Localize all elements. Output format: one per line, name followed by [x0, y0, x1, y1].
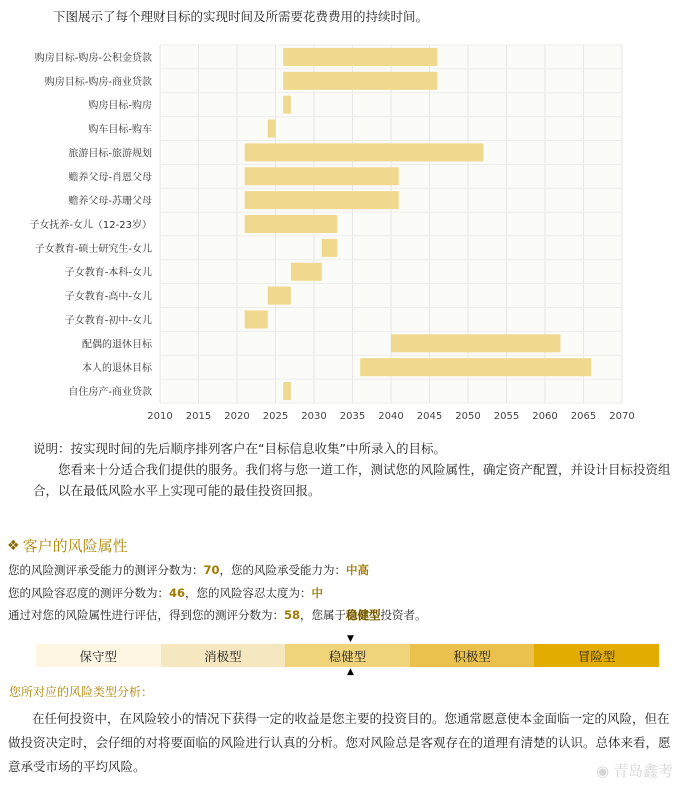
gantt-bar: [268, 287, 291, 305]
gantt-bar: [322, 239, 337, 257]
notes: [33, 438, 683, 501]
x-tick-label: 2025: [262, 411, 289, 422]
watermark-text: 青岛鑫考: [613, 762, 674, 780]
tolerance-score: 46: [169, 586, 186, 600]
x-tick-label: 2065: [570, 411, 597, 422]
ability-mid: ，您的风险承受能力为：: [219, 563, 347, 577]
task-label: 购房目标-购房-公积金贷款: [34, 52, 152, 64]
task-label: 赡养父母-肖恩父母: [68, 172, 152, 184]
task-label: 配偶的退休目标: [82, 339, 152, 351]
overall-suffix: 投资者。: [380, 608, 427, 622]
task-label: 子女教育-硕士研究生-女儿: [34, 243, 152, 255]
gantt-bar: [291, 263, 322, 281]
x-tick-label: 2060: [532, 411, 558, 422]
intro-text: 下图展示了每个理财目标的实现时间及所需要花费费用的持续时间。: [53, 9, 429, 24]
watermark: [596, 760, 673, 781]
tolerance-level: 中: [311, 586, 324, 600]
x-tick-label: 2035: [339, 411, 366, 422]
risk-ability-line: [8, 562, 369, 578]
analysis-text: [8, 707, 678, 779]
risk-tolerance-line: [8, 585, 323, 601]
task-label: 本人的退休目标: [82, 363, 152, 375]
x-tick-label: 2045: [416, 411, 443, 422]
task-label: 购车目标-购车: [88, 124, 152, 136]
tolerance-mid: ，您的风险容忍太度为：: [185, 586, 312, 600]
risk-scale-segment: 稳健型: [285, 644, 410, 667]
task-label: 子女教育-初中-女儿: [64, 315, 152, 327]
ability-level: 中高: [346, 563, 370, 577]
gantt-bar: [283, 96, 291, 114]
gantt-bar: [283, 382, 291, 400]
gantt-bar: [245, 215, 337, 233]
x-tick-label: 2010: [147, 411, 173, 422]
task-label: 购房目标-购房-商业贷款: [44, 76, 152, 88]
decorative-cross-icon: ❖: [7, 537, 20, 554]
scale-marker-down: ▼: [347, 634, 354, 644]
section-title-text: 客户的风险属性: [22, 537, 128, 555]
gantt-bar: [283, 72, 437, 90]
x-tick-label: 2015: [185, 411, 212, 422]
task-label: 子女教育-高中-女儿: [64, 291, 152, 303]
x-tick-label: 2050: [455, 411, 481, 422]
x-tick-label: 2070: [609, 411, 635, 422]
x-tick-label: 2040: [378, 411, 404, 422]
gantt-bar: [245, 143, 484, 161]
overall-type: 稳健型: [346, 608, 381, 622]
risk-scale-segment: 积极型: [410, 644, 535, 667]
risk-scale: [36, 644, 659, 667]
x-tick-label: 2030: [301, 411, 327, 422]
x-tick-label: 2055: [493, 411, 520, 422]
weibo-icon: ◉: [596, 761, 610, 780]
task-label: 旅游目标-旅游规划: [68, 148, 152, 160]
notes-line-2: 您看来十分适合我们提供的服务。我们将与您一道工作，测试您的风险属性，确定资产配置，并设计目标投资组合，以在最低风险水平上实现可能的最佳投资回报。: [33, 462, 671, 498]
tolerance-prefix: 您的风险容忍度的测评分数为：: [8, 586, 169, 600]
task-label: 自住房产-商业贷款: [68, 387, 152, 399]
scale-marker-up: ▲: [347, 667, 354, 677]
task-label: 子女教育-本科-女儿: [64, 267, 152, 279]
notes-line-1: 说明：按实现时间的先后顺序排列客户在“目标信息收集”中所录入的目标。: [33, 441, 446, 456]
gantt-bar: [245, 167, 399, 185]
risk-overall-line: [8, 607, 427, 623]
risk-scale-segment: 消极型: [161, 644, 286, 667]
overall-mid: ，您属于: [300, 608, 347, 622]
task-label: 子女抚养-女儿（12-23岁）: [29, 220, 152, 231]
analysis-body: 在任何投资中，在风险较小的情况下获得一定的收益是您主要的投资目的。您通常愿意使本金面临一定的风险，但在做投资决定时，会仔细的对将要面临的风险进行认真的分析。您对风险总是客观存在的道理有清楚的认识。总体来看，愿意承受市场的平均风险。: [8, 711, 671, 774]
risk-scale-segment: 冒险型: [534, 644, 659, 667]
gantt-bar: [283, 48, 437, 66]
task-label: 购房目标-购房: [88, 100, 152, 112]
analysis-title: 您所对应的风险类型分析：: [9, 685, 154, 699]
overall-prefix: 通过对您的风险属性进行评估，得到您的测评分数为：: [8, 608, 284, 622]
ability-score: 70: [203, 563, 220, 577]
gantt-bar: [245, 191, 399, 209]
gantt-bar: [391, 334, 560, 352]
x-tick-label: 2020: [224, 411, 250, 422]
gantt-bar: [268, 120, 276, 138]
risk-scale-segment: 保守型: [36, 644, 161, 667]
gantt-bar: [360, 358, 591, 376]
ability-prefix: 您的风险测评承受能力的测评分数为：: [8, 563, 204, 577]
task-label: 赡养父母-苏珊父母: [68, 196, 152, 208]
gantt-bar: [245, 310, 268, 328]
gantt-chart: [0, 38, 698, 430]
overall-score: 58: [284, 608, 301, 622]
section-title-risk: [7, 535, 128, 556]
